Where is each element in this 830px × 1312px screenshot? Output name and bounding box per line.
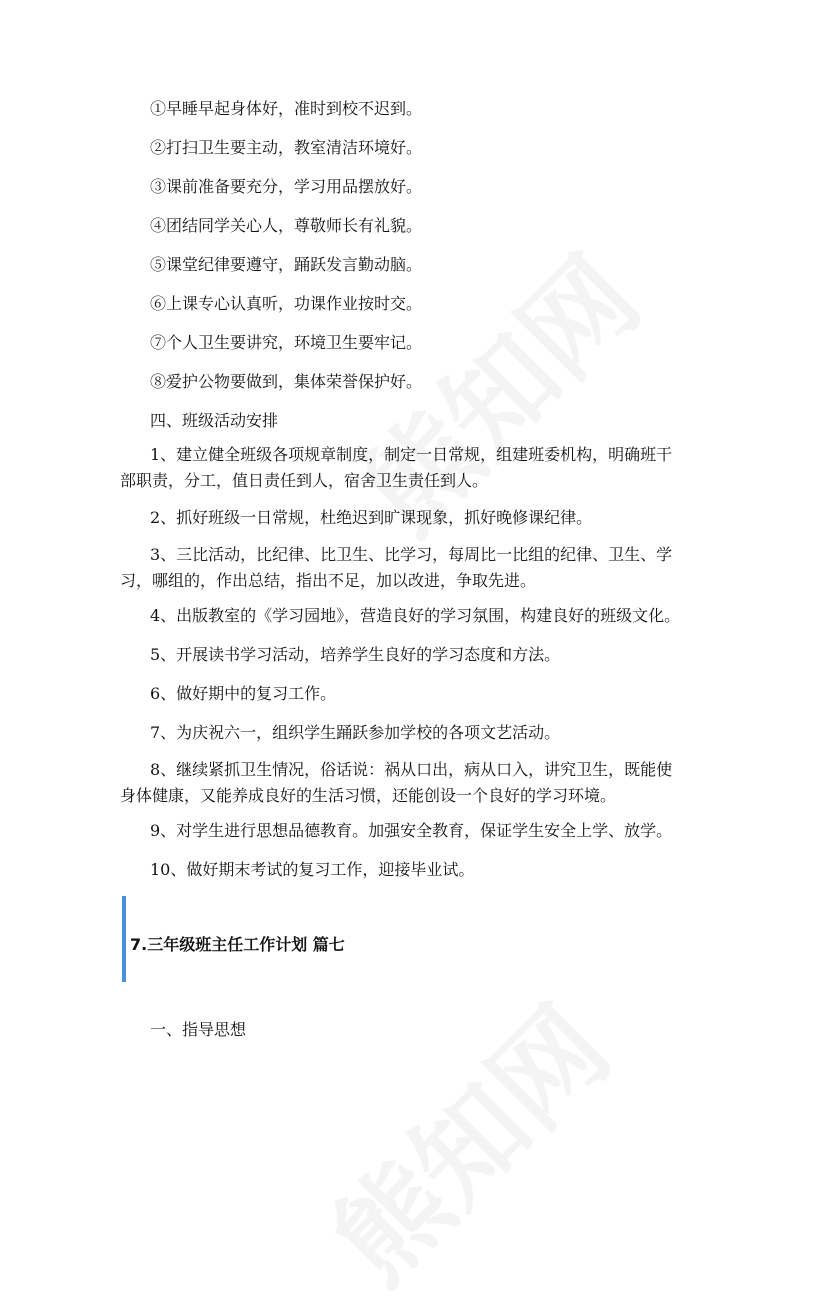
activity-text: 6、做好期中的复习工作。 <box>150 684 337 703</box>
activity-text: 10、做好期末考试的复习工作，迎接毕业试。 <box>150 860 475 879</box>
activity-item <box>120 720 720 746</box>
rule-item: ③课前准备要充分，学习用品摆放好。 <box>150 177 423 196</box>
article-heading-block <box>122 896 726 982</box>
rule-item: ⑥上课专心认真听，功课作业按时交。 <box>150 294 423 313</box>
activity-item <box>120 757 720 809</box>
activity-item <box>120 857 720 883</box>
activity-item <box>120 442 720 494</box>
activity-item <box>120 642 720 668</box>
activity-text-continued: 习，哪组的，作出总结，指出不足，加以改进，争取先进。 <box>120 571 537 590</box>
activity-text: 4、出版教室的《学习园地》，营造良好的学习氛围，构建良好的班级文化。 <box>150 606 681 625</box>
rule-item: ⑦个人卫生要讲究，环境卫生要牢记。 <box>150 333 423 352</box>
activity-text: 9、对学生进行思想品德教育。加强安全教育，保证学生安全上学、放学。 <box>150 821 673 840</box>
activity-item <box>120 681 720 707</box>
rule-item: ①早睡早起身体好，准时到校不迟到。 <box>150 99 423 118</box>
rule-item: ⑧爱护公物要做到，集体荣誉保护好。 <box>150 372 423 391</box>
activity-text: 8、继续紧抓卫生情况，俗话说：祸从口出，病从口入，讲究卫生，既能使 <box>150 760 673 779</box>
activity-item <box>120 505 720 531</box>
activity-text: 1、建立健全班级各项规章制度，制定一日常规，组建班委机构，明确班干 <box>150 445 673 464</box>
activity-item <box>120 542 720 594</box>
rule-item: ②打扫卫生要主动，教室清洁环境好。 <box>150 138 423 157</box>
activity-item <box>120 818 720 844</box>
watermark <box>292 966 637 1311</box>
activity-text: 3、三比活动，比纪律、比卫生、比学习，每周比一比组的纪律、卫生、学 <box>150 545 673 564</box>
article-heading: 7.三年级班主任工作计划 篇七 <box>130 935 345 954</box>
section-title: 四、班级活动安排 <box>150 411 279 430</box>
section-title: 一、指导思想 <box>150 1020 247 1039</box>
activity-text: 5、开展读书学习活动，培养学生良好的学习态度和方法。 <box>150 645 561 664</box>
activity-text-continued: 部职责，分工，值日责任到人，宿舍卫生责任到人。 <box>120 471 489 490</box>
rule-item: ④团结同学关心人，尊敬师长有礼貌。 <box>150 216 423 235</box>
rule-item: ⑤课堂纪律要遵守，踊跃发言勤动脑。 <box>150 255 423 274</box>
activity-item <box>120 603 720 629</box>
activity-text: 2、抓好班级一日常规，杜绝迟到旷课现象，抓好晚修课纪律。 <box>150 508 593 527</box>
activity-text: 7、为庆祝六一，组织学生踊跃参加学校的各项文艺活动。 <box>150 723 561 742</box>
activity-text-continued: 身体健康，又能养成良好的生活习惯，还能创设一个良好的学习环境。 <box>120 786 617 805</box>
